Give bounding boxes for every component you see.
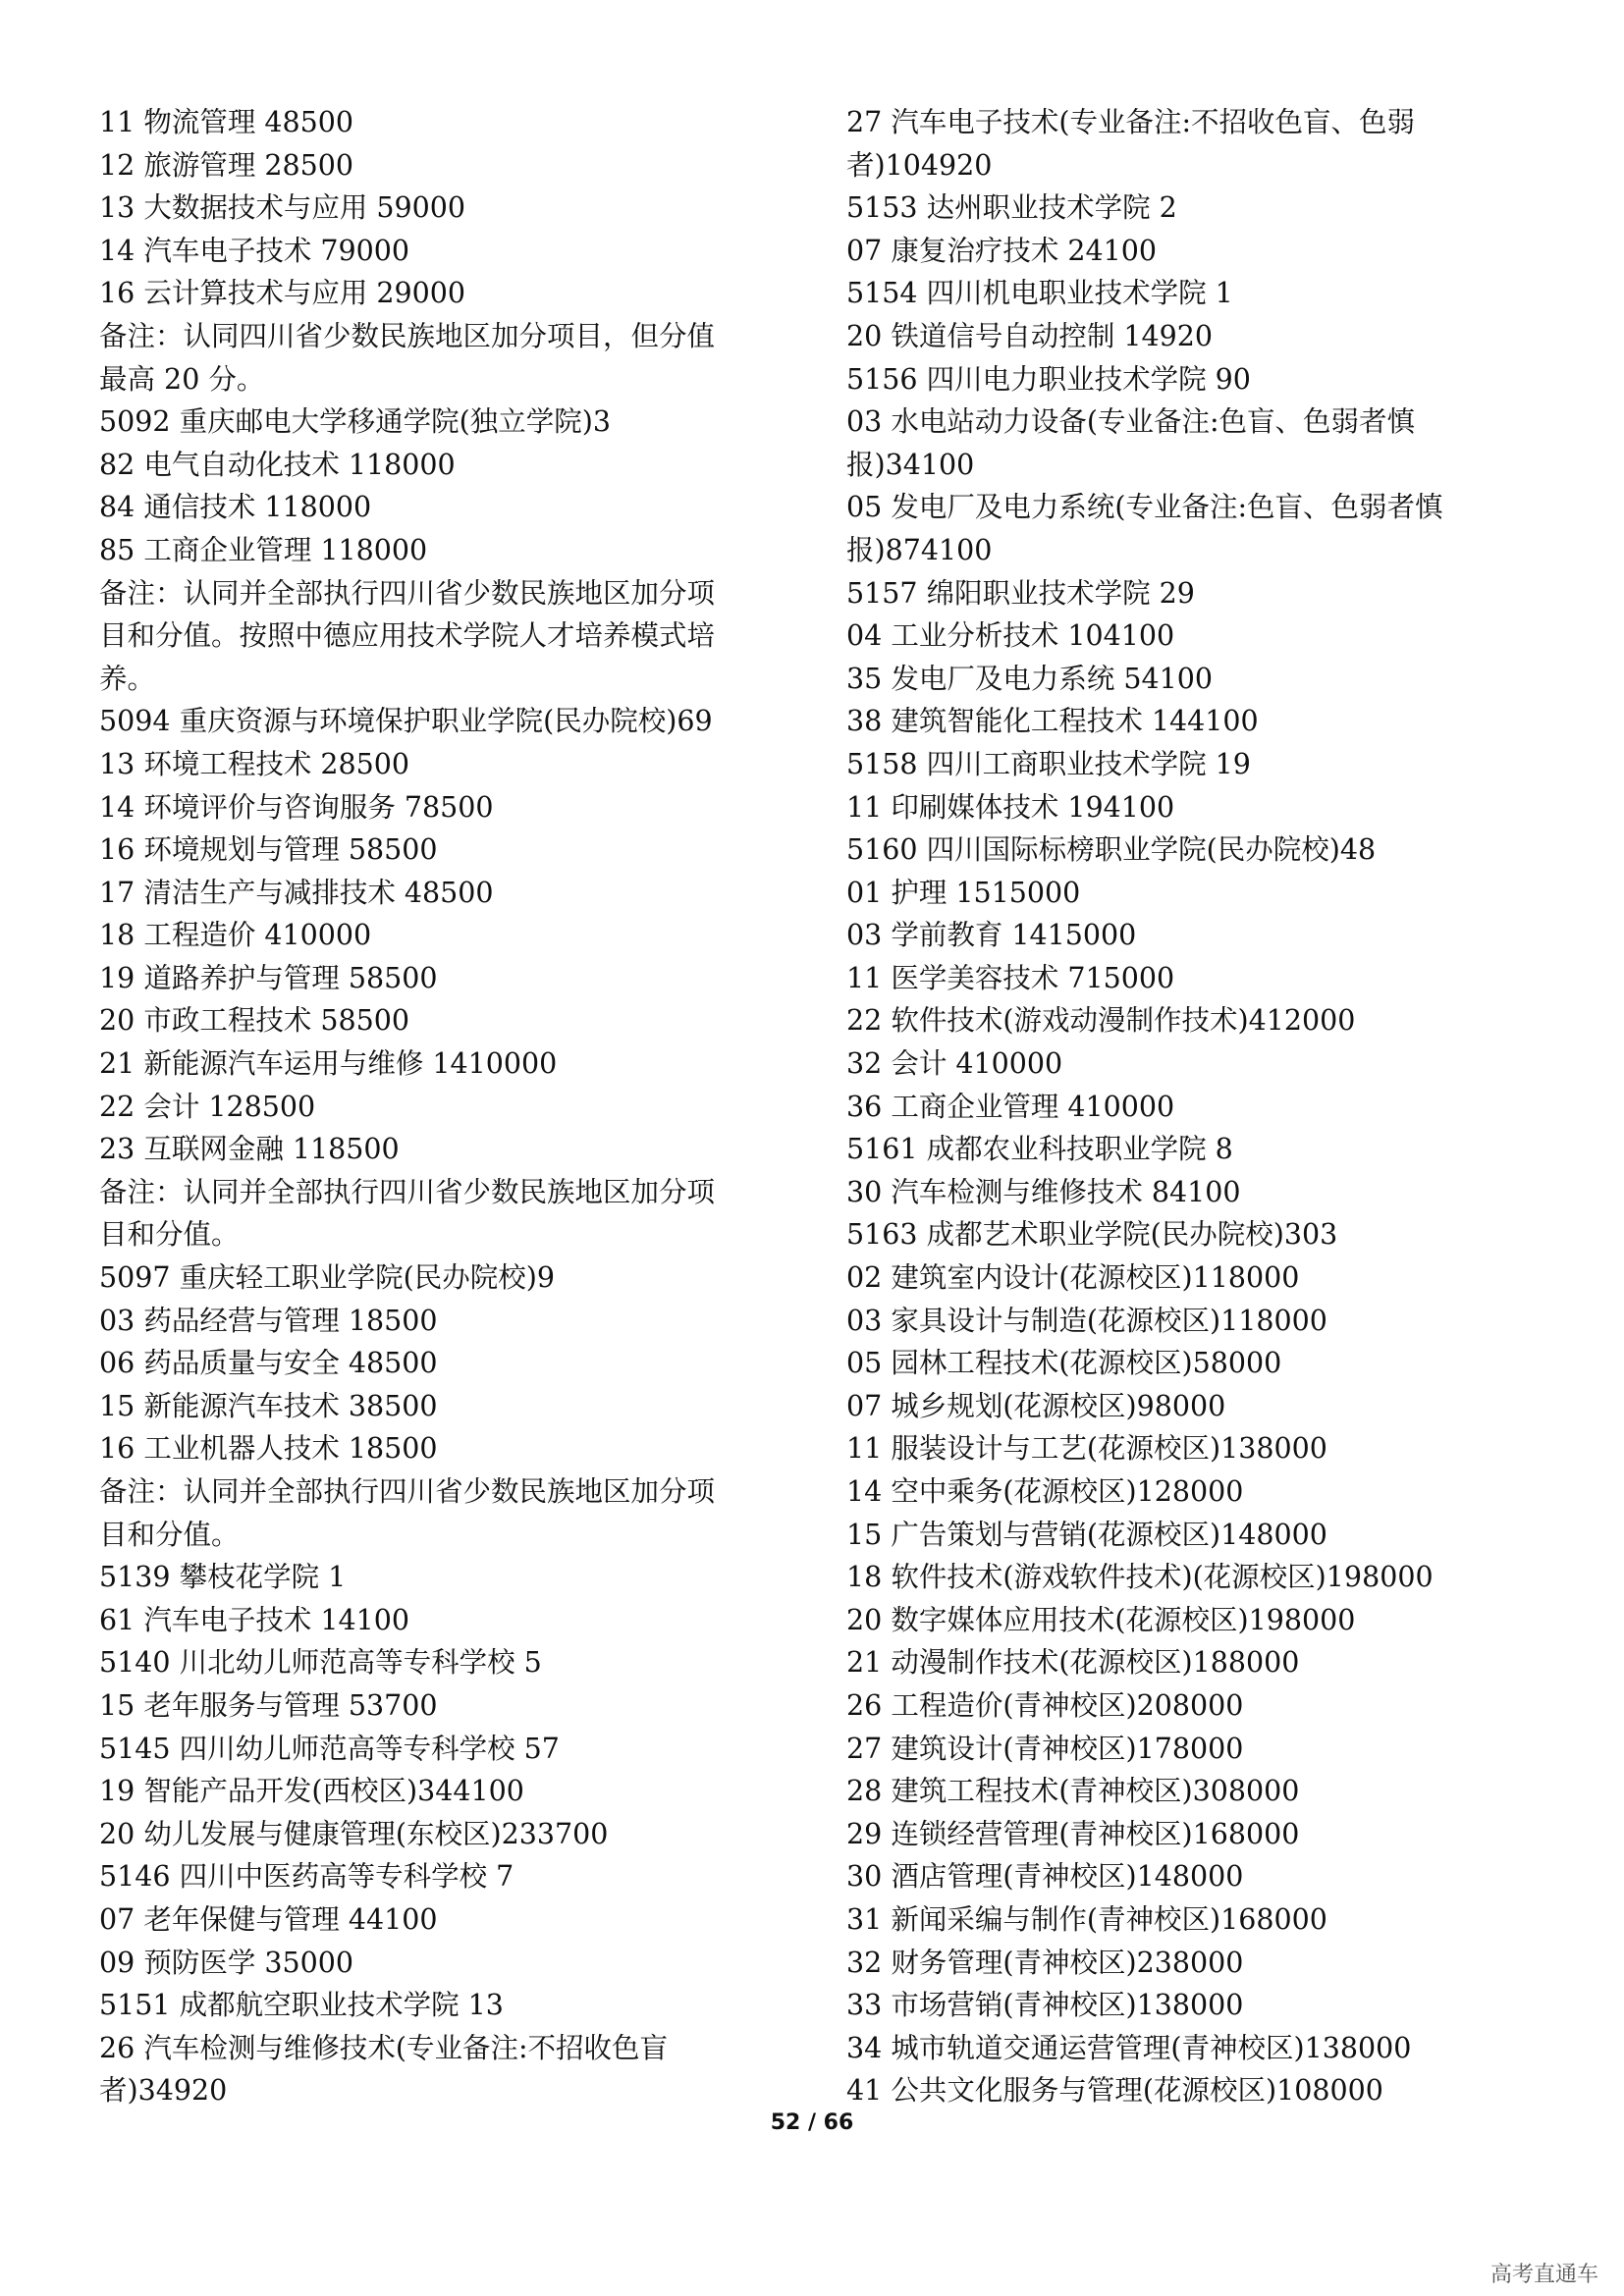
text-line: 18 工程造价 410000 xyxy=(99,919,372,952)
text-line: 12 旅游管理 28500 xyxy=(99,148,354,182)
text-line: 03 水电站动力设备(专业备注:色盲、色弱者慎 xyxy=(846,405,1416,439)
text-line: 30 酒店管理(青神校区)148000 xyxy=(846,1860,1244,1894)
text-line: 19 智能产品开发(西校区)344100 xyxy=(99,1775,524,1808)
text-line: 29 连锁经营管理(青神校区)168000 xyxy=(846,1817,1300,1850)
text-line: 者)104920 xyxy=(846,148,993,182)
text-line: 27 汽车电子技术(专业备注:不招收色盲、色弱 xyxy=(846,106,1416,138)
text-line: 30 汽车检测与维修技术 84100 xyxy=(846,1175,1241,1208)
text-line: 15 广告策划与营销(花源校区)148000 xyxy=(846,1518,1327,1551)
text-line: 5160 四川国际标榜职业学院(民办院校)48 xyxy=(846,833,1377,867)
text-line: 11 医学美容技术 715000 xyxy=(846,961,1175,994)
text-line: 23 互联网金融 118500 xyxy=(99,1133,400,1166)
text-line: 养。 xyxy=(99,662,156,695)
text-line: 最高 20 分。 xyxy=(99,362,265,396)
text-line: 目和分值。按照中德应用技术学院人才培养模式培 xyxy=(99,619,716,653)
text-line: 16 环境规划与管理 58500 xyxy=(99,833,438,867)
text-line: 11 印刷媒体技术 194100 xyxy=(846,790,1175,824)
text-line: 04 工业分析技术 104100 xyxy=(846,619,1175,653)
text-line: 5156 四川电力职业技术学院 90 xyxy=(846,362,1251,396)
text-line: 33 市场营销(青神校区)138000 xyxy=(846,1989,1244,2022)
text-line: 03 学前教育 1415000 xyxy=(846,919,1137,952)
text-line: 5092 重庆邮电大学移通学院(独立学院)3 xyxy=(99,405,611,439)
text-line: 5161 成都农业科技职业学院 8 xyxy=(846,1133,1233,1166)
text-line: 07 城乡规划(花源校区)98000 xyxy=(846,1389,1226,1422)
text-line: 20 幼儿发展与健康管理(东校区)233700 xyxy=(99,1817,609,1850)
text-line: 34 城市轨道交通运营管理(青神校区)138000 xyxy=(846,2031,1412,2064)
text-line: 目和分值。 xyxy=(99,1518,240,1551)
text-line: 16 云计算技术与应用 29000 xyxy=(99,277,466,310)
text-line: 21 动漫制作技术(花源校区)188000 xyxy=(846,1646,1300,1680)
text-line: 16 工业机器人技术 18500 xyxy=(99,1432,438,1466)
text-line: 61 汽车电子技术 14100 xyxy=(99,1603,410,1636)
text-line: 22 会计 128500 xyxy=(99,1090,316,1123)
text-line: 36 工商企业管理 410000 xyxy=(846,1090,1175,1123)
text-line: 14 环境评价与咨询服务 78500 xyxy=(99,790,494,824)
text-line: 02 建筑室内设计(花源校区)118000 xyxy=(846,1261,1300,1295)
text-line: 05 发电厂及电力系统(专业备注:色盲、色弱者慎 xyxy=(846,491,1443,524)
text-line: 35 发电厂及电力系统 54100 xyxy=(846,662,1214,695)
text-line: 13 环境工程技术 28500 xyxy=(99,747,410,780)
text-line: 32 会计 410000 xyxy=(846,1047,1063,1081)
text-line: 09 预防医学 35000 xyxy=(99,1946,354,1979)
text-line: 备注：认同并全部执行四川省少数民族地区加分项 xyxy=(99,1175,716,1208)
text-line: 38 建筑智能化工程技术 144100 xyxy=(846,705,1259,738)
text-line: 者)34920 xyxy=(99,2074,228,2108)
left-column xyxy=(99,101,786,2112)
text-line: 85 工商企业管理 118000 xyxy=(99,533,428,566)
text-line: 11 服装设计与工艺(花源校区)138000 xyxy=(846,1432,1327,1466)
text-line: 19 道路养护与管理 58500 xyxy=(99,961,438,994)
text-line: 17 清洁生产与减排技术 48500 xyxy=(99,876,494,909)
text-line: 5146 四川中医药高等专科学校 7 xyxy=(99,1860,514,1894)
text-line: 13 大数据技术与应用 59000 xyxy=(99,191,466,225)
text-line: 07 康复治疗技术 24100 xyxy=(846,234,1158,267)
text-line: 5163 成都艺术职业学院(民办院校)303 xyxy=(846,1218,1338,1252)
text-line: 27 建筑设计(青神校区)178000 xyxy=(846,1732,1244,1765)
text-line: 22 软件技术(游戏动漫制作技术)412000 xyxy=(846,1004,1356,1038)
text-line: 20 铁道信号自动控制 14920 xyxy=(846,319,1214,352)
page-number: 52 / 66 xyxy=(770,2110,854,2135)
text-line: 5097 重庆轻工职业学院(民办院校)9 xyxy=(99,1261,555,1295)
text-line: 26 工程造价(青神校区)208000 xyxy=(846,1688,1244,1722)
text-line: 备注：认同四川省少数民族地区加分项目，但分值 xyxy=(99,319,716,352)
text-line: 5158 四川工商职业技术学院 19 xyxy=(846,747,1251,780)
text-line: 5153 达州职业技术学院 2 xyxy=(846,191,1177,225)
text-line: 5151 成都航空职业技术学院 13 xyxy=(99,1989,504,2022)
text-line: 备注：认同并全部执行四川省少数民族地区加分项 xyxy=(99,576,716,610)
text-line: 15 老年服务与管理 53700 xyxy=(99,1688,438,1722)
text-line: 31 新闻采编与制作(青神校区)168000 xyxy=(846,1902,1327,1936)
text-line: 05 园林工程技术(花源校区)58000 xyxy=(846,1347,1282,1380)
text-line: 21 新能源汽车运用与维修 1410000 xyxy=(99,1047,558,1081)
text-line: 07 老年保健与管理 44100 xyxy=(99,1902,438,1936)
text-line: 03 家具设计与制造(花源校区)118000 xyxy=(846,1304,1327,1337)
watermark-text: 高考直通车 xyxy=(1489,2263,1598,2287)
text-line: 5154 四川机电职业技术学院 1 xyxy=(846,277,1233,310)
text-line: 备注：认同并全部执行四川省少数民族地区加分项 xyxy=(99,1475,716,1508)
text-line: 18 软件技术(游戏软件技术)(花源校区)198000 xyxy=(846,1561,1434,1594)
text-line: 11 物流管理 48500 xyxy=(99,106,354,138)
text-line: 26 汽车检测与维修技术(专业备注:不招收色盲 xyxy=(99,2031,669,2064)
text-line: 84 通信技术 118000 xyxy=(99,491,372,524)
text-line: 82 电气自动化技术 118000 xyxy=(99,448,456,481)
text-line: 01 护理 1515000 xyxy=(846,876,1081,909)
text-line: 目和分值。 xyxy=(99,1218,240,1252)
text-line: 28 建筑工程技术(青神校区)308000 xyxy=(846,1775,1300,1808)
text-line: 5145 四川幼儿师范高等专科学校 57 xyxy=(99,1732,560,1765)
text-line: 03 药品经营与管理 18500 xyxy=(99,1304,438,1337)
text-line: 20 市政工程技术 58500 xyxy=(99,1004,410,1038)
text-line: 06 药品质量与安全 48500 xyxy=(99,1347,438,1380)
right-column xyxy=(846,101,1534,2112)
text-line: 41 公共文化服务与管理(花源校区)108000 xyxy=(846,2074,1383,2108)
text-line: 32 财务管理(青神校区)238000 xyxy=(846,1946,1244,1979)
text-line: 14 汽车电子技术 79000 xyxy=(99,234,410,267)
text-line: 5157 绵阳职业技术学院 29 xyxy=(846,576,1195,610)
text-line: 5139 攀枝花学院 1 xyxy=(99,1561,347,1594)
text-line: 15 新能源汽车技术 38500 xyxy=(99,1389,438,1422)
text-line: 14 空中乘务(花源校区)128000 xyxy=(846,1475,1244,1508)
text-line: 20 数字媒体应用技术(花源校区)198000 xyxy=(846,1603,1356,1636)
text-line: 报)874100 xyxy=(846,533,993,566)
text-line: 报)34100 xyxy=(846,448,975,481)
text-line: 5094 重庆资源与环境保护职业学院(民办院校)69 xyxy=(99,705,713,738)
text-line: 5140 川北幼儿师范高等专科学校 5 xyxy=(99,1646,542,1680)
